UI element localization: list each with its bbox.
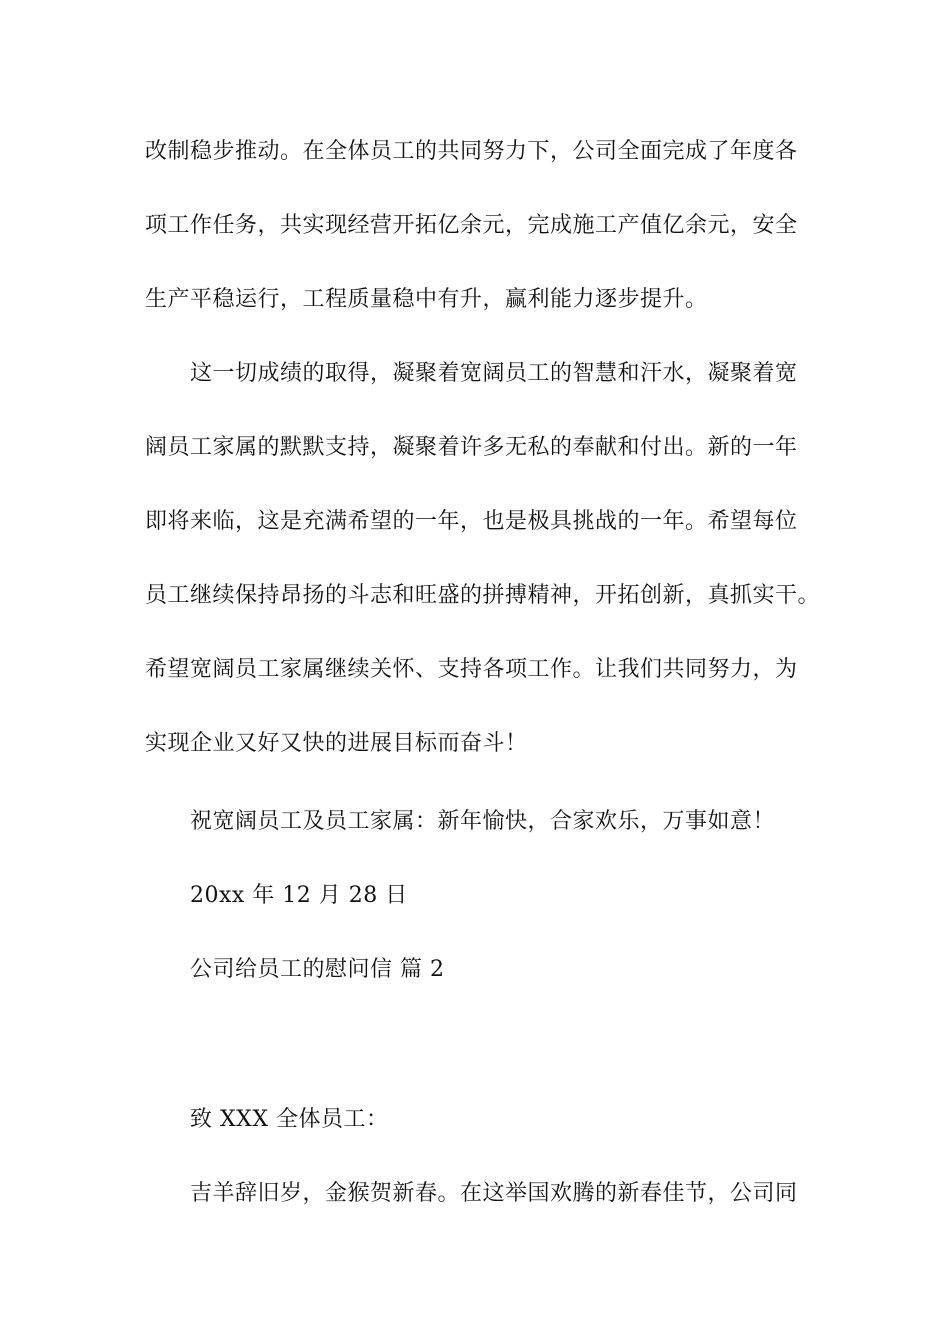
paragraph-line: 项工作任务，共实现经营开拓亿余元，完成施工产值亿余元，安全	[145, 213, 798, 238]
paragraph-line: 阔员工家属的默默支持，凝聚着许多无私的奉献和付出。新的一年	[145, 435, 798, 460]
paragraph-line: 吉羊辞旧岁，金猴贺新春。在这举国欢腾的新春佳节，公司同	[190, 1181, 798, 1206]
paragraph-line: 员工继续保持昂扬的斗志和旺盛的拼搏精神，开拓创新，真抓实干。	[145, 583, 821, 608]
paragraph-line: 希望宽阔员工家属继续关怀、支持各项工作。让我们共同努力，为	[145, 657, 798, 682]
greeting-line: 祝宽阔员工及员工家属：新年愉快，合家欢乐，万事如意！	[190, 809, 776, 834]
section-title: 公司给员工的慰问信 篇 2	[190, 957, 445, 982]
paragraph-line: 即将来临，这是充满希望的一年，也是极具挑战的一年。希望每位	[145, 509, 798, 534]
salutation-line: 致 XXX 全体员工：	[190, 1107, 389, 1132]
date-line: 20xx 年 12 月 28 日	[190, 883, 408, 908]
paragraph-line: 改制稳步推动。在全体员工的共同努力下，公司全面完成了年度各	[145, 139, 798, 164]
paragraph-line: 实现企业又好又快的进展目标而奋斗！	[145, 731, 528, 756]
paragraph-line: 这一切成绩的取得，凝聚着宽阔员工的智慧和汗水，凝聚着宽	[190, 361, 798, 386]
paragraph-line: 生产平稳运行，工程质量稳中有升，赢利能力逐步提升。	[145, 287, 708, 312]
